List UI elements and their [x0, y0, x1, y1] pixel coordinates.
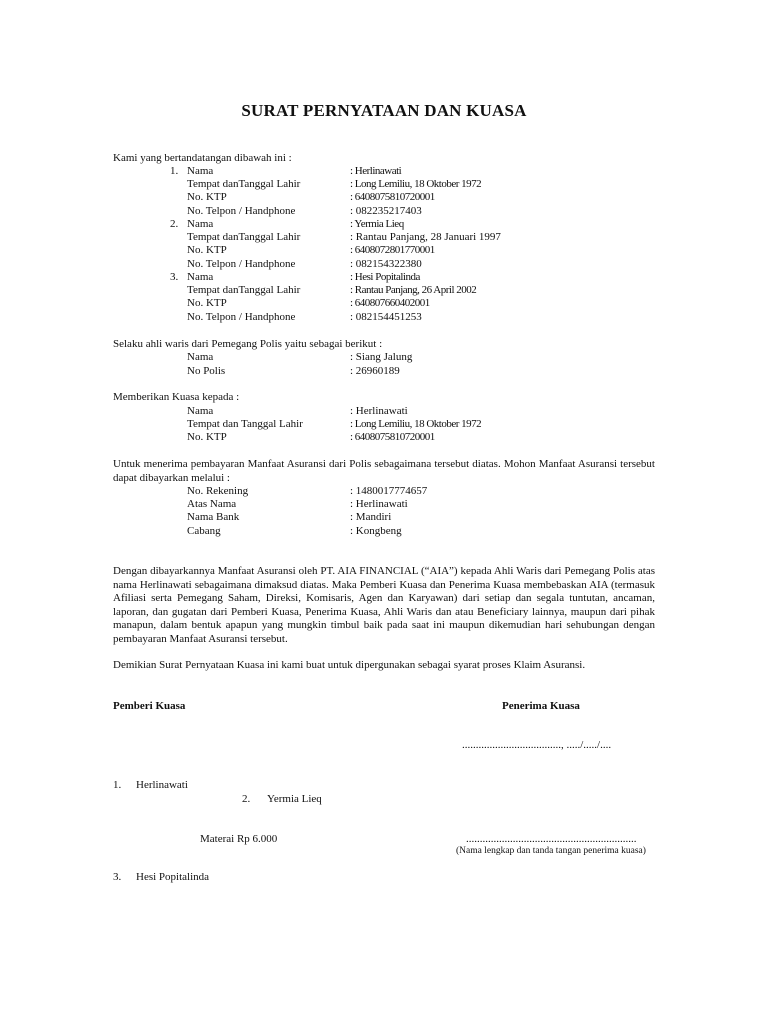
- person-name-label: Nama: [187, 165, 214, 177]
- person-phone-value: : 082154451253: [350, 311, 422, 323]
- person-name-value: : Herlinawati: [350, 165, 402, 177]
- grantee-signature-line: ..............................................................: [466, 833, 637, 845]
- person-name-value: : Yermia Lieq: [350, 218, 404, 230]
- person-ktp-value: : 6408075810720001: [350, 191, 435, 203]
- grantee-signature-caption: (Nama lengkap dan tanda tangan penerima kuasa): [456, 846, 646, 856]
- person-ttl-label: Tempat danTanggal Lahir: [187, 231, 301, 243]
- person-ktp-value: : 6408072801770001: [350, 244, 435, 256]
- closing-text: Demikian Surat Pernyataan Kuasa ini kami buat untuk dipergunakan sebagai syarat proses Klaim Asuransi.: [113, 659, 586, 671]
- document-title: SURAT PERNYATAAN DAN KUASA: [241, 101, 527, 120]
- person-ttl-value: : Long Lemiliu, 18 Oktober 1972: [350, 178, 482, 190]
- account-number-value: : 1480017774657: [350, 485, 428, 497]
- person-name-value: : Hesi Popitalinda: [350, 271, 420, 283]
- account-holder-label: Atas Nama: [187, 498, 237, 510]
- person-name-label: Nama: [187, 271, 214, 283]
- person-phone-label: No. Telpon / Handphone: [187, 258, 296, 270]
- release-paragraph: Dengan dibayarkannya Manfaat Asuransi oleh PT. AIA FINANCIAL (“AIA”) kepada Ahli Waris dari Pemegang Polis atas nama Herlinawati sebagaimana dimaksud diatas. Maka Pemberi Kuasa dan Penerima Kuasa membebaskan AIA (termasuk Afiliasi serta Pemegang Saham, Direksi, Komisaris, Agen dan Karyawan) dari setiap dan segala tuntutan, ancaman, laporan, dan gugatan dari Pemberi Kuasa, Penerima Kuasa, Ahli Waris dan atau Beneficiary lainnya, maupun dari pihak manapun, dalam bentuk apapun yang mungkin timbul baik pada saat ini maupun dikemudian hari sehubungan dengan pembayaran Manfaat Asuransi tersebut.: [113, 565, 655, 645]
- heirs-intro: Selaku ahli waris dari Pemegang Polis yaitu sebagai berikut :: [113, 338, 383, 350]
- heirs-policy-value: : 26960189: [350, 365, 400, 377]
- grantor-heading: Pemberi Kuasa: [113, 700, 186, 712]
- person-number: 1.: [170, 165, 179, 177]
- payment-intro: Untuk menerima pembayaran Manfaat Asuransi dari Polis sebagaimana tersebut diatas. Mohon Manfaat Asuransi tersebut dapat dibayarkan melalui :: [113, 458, 655, 484]
- grantee-ttl-label: Tempat dan Tanggal Lahir: [187, 418, 303, 430]
- signer-number: 1.: [113, 779, 122, 791]
- grantee-intro: Memberikan Kuasa kepada :: [113, 391, 240, 403]
- heirs-name-label: Nama: [187, 351, 214, 363]
- grantee-name-value: : Herlinawati: [350, 405, 408, 417]
- stamp-duty-label: Materai Rp 6.000: [200, 833, 278, 845]
- person-phone-label: No. Telpon / Handphone: [187, 205, 296, 217]
- grantee-name-label: Nama: [187, 405, 214, 417]
- branch-label: Cabang: [187, 525, 221, 537]
- person-name-label: Nama: [187, 218, 214, 230]
- grantee-ktp-value: : 6408075810720001: [350, 431, 435, 443]
- person-phone-label: No. Telpon / Handphone: [187, 311, 296, 323]
- grantee-ttl-value: : Long Lemiliu, 18 Oktober 1972: [350, 418, 482, 430]
- person-phone-value: : 082235217403: [350, 205, 422, 217]
- grantee-heading: Penerima Kuasa: [502, 700, 580, 712]
- heirs-policy-label: No Polis: [187, 365, 226, 377]
- intro-text: Kami yang bertandatangan dibawah ini :: [113, 152, 292, 164]
- signer-number: 2.: [242, 793, 251, 805]
- person-ktp-value: : 640807660402001: [350, 297, 430, 309]
- person-ktp-label: No. KTP: [187, 297, 227, 309]
- person-ttl-value: : Rantau Panjang, 26 April 2002: [350, 284, 477, 296]
- account-holder-value: : Herlinawati: [350, 498, 408, 510]
- person-phone-value: : 082154322380: [350, 258, 422, 270]
- signer-number: 3.: [113, 871, 122, 883]
- heirs-name-value: : Siang Jalung: [350, 351, 413, 363]
- person-number: 2.: [170, 218, 179, 230]
- person-ttl-value: : Rantau Panjang, 28 Januari 1997: [350, 231, 501, 243]
- person-ttl-label: Tempat danTanggal Lahir: [187, 284, 301, 296]
- person-ktp-label: No. KTP: [187, 191, 227, 203]
- place-date-line: ...................................., ...../...../....: [462, 739, 612, 751]
- account-number-label: No. Rekening: [187, 485, 249, 497]
- grantee-ktp-label: No. KTP: [187, 431, 227, 443]
- bank-name-value: : Mandiri: [350, 511, 392, 523]
- signer-name: Hesi Popitalinda: [136, 871, 210, 883]
- branch-value: : Kongbeng: [350, 525, 402, 537]
- person-number: 3.: [170, 271, 179, 283]
- bank-name-label: Nama Bank: [187, 511, 240, 523]
- person-ttl-label: Tempat danTanggal Lahir: [187, 178, 301, 190]
- signer-name: Yermia Lieq: [267, 793, 322, 805]
- signer-name: Herlinawati: [136, 779, 188, 791]
- person-ktp-label: No. KTP: [187, 244, 227, 256]
